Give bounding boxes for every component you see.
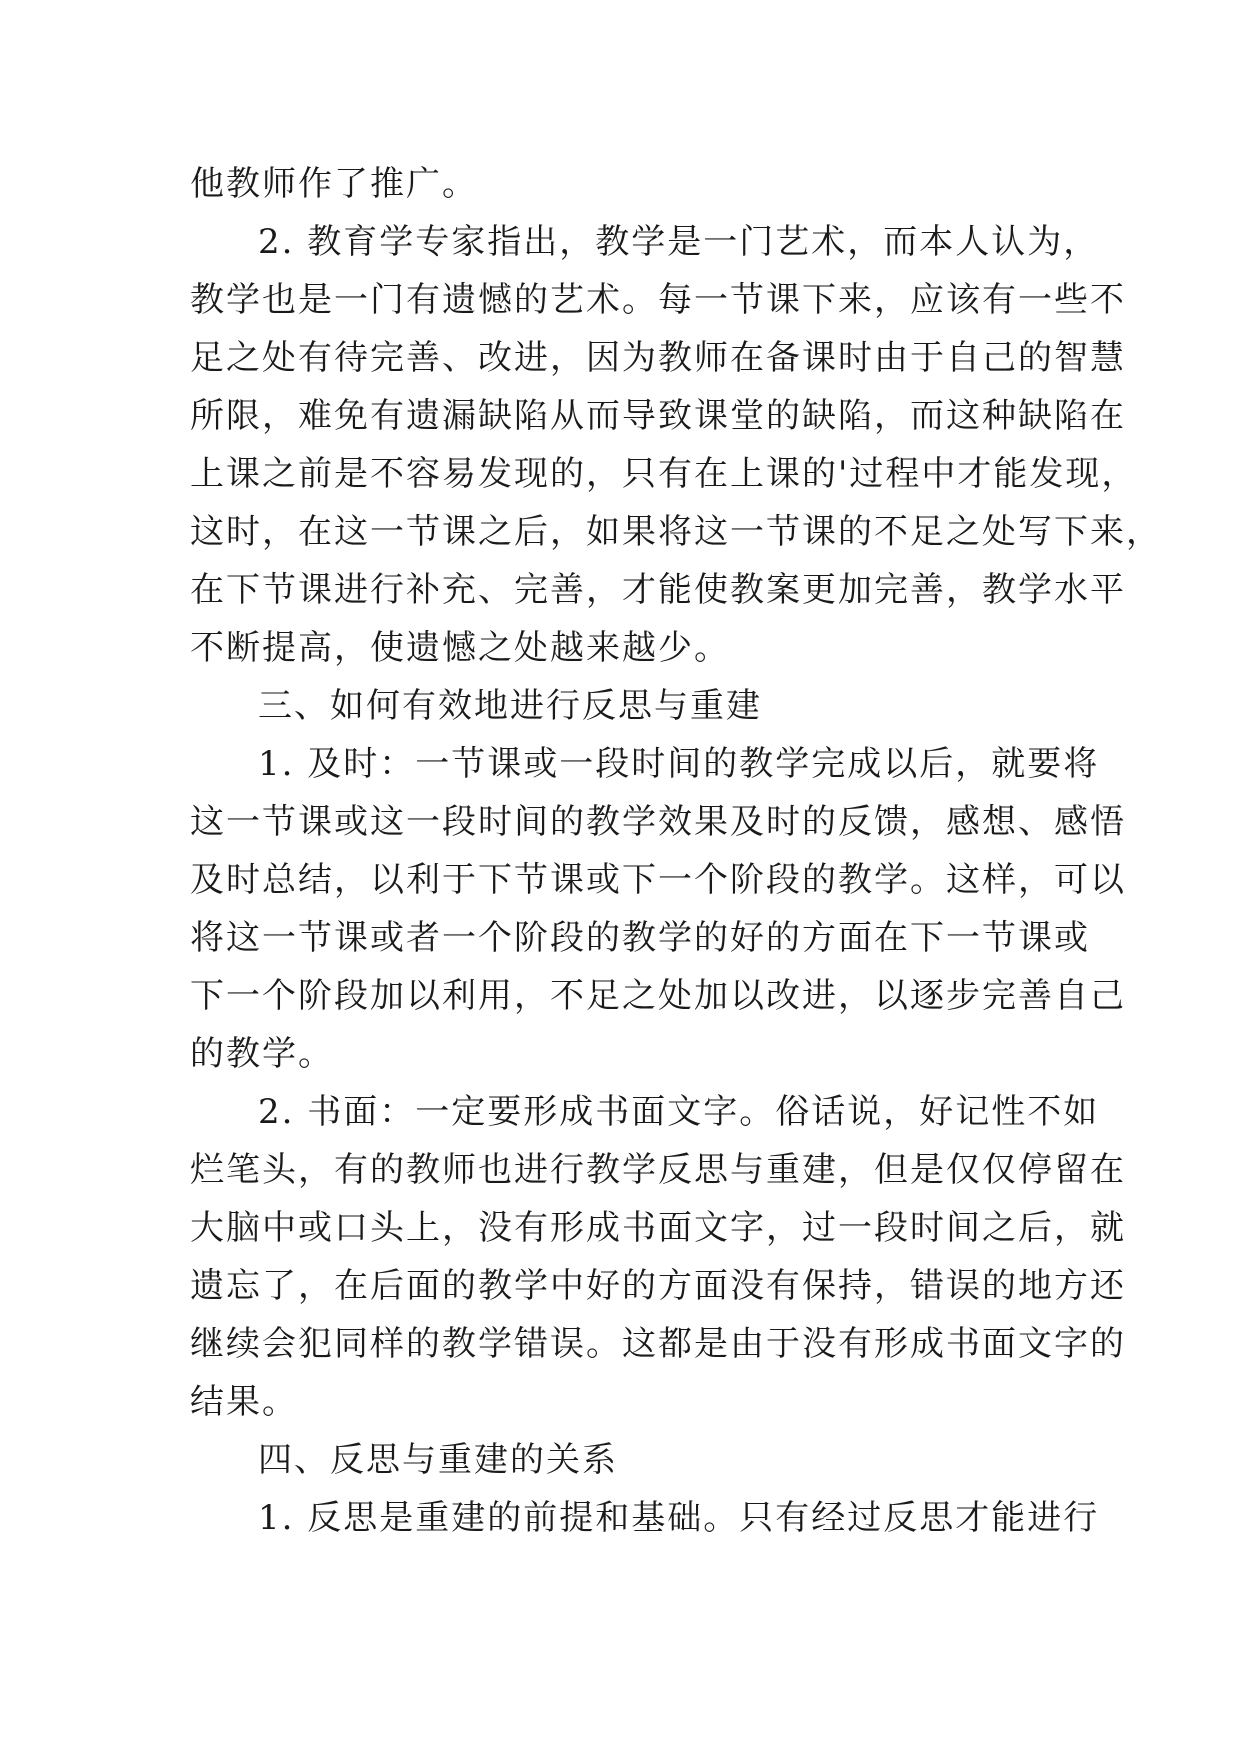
text-line: 这时，在这一节课之后，如果将这一节课的不足之处写下来， xyxy=(190,512,1162,552)
text-line: 遗忘了，在后面的教学中好的方面没有保持，错误的地方还 xyxy=(190,1266,1126,1306)
text-line: 他教师作了推广。 xyxy=(190,164,478,204)
text-line: 结果。 xyxy=(190,1382,298,1422)
text-line: 2. 书面：一定要形成书面文字。俗话说，好记性不如 xyxy=(258,1092,1100,1132)
text-line: 不断提高，使遗憾之处越来越少。 xyxy=(190,628,730,668)
text-line: 下一个阶段加以利用，不足之处加以改进，以逐步完善自己 xyxy=(190,976,1126,1016)
text-line: 1. 及时：一节课或一段时间的教学完成以后，就要将 xyxy=(258,744,1100,784)
text-line: 1. 反思是重建的前提和基础。只有经过反思才能进行 xyxy=(258,1498,1100,1538)
text-line: 上课之前是不容易发现的，只有在上课的'过程中才能发现， xyxy=(190,454,1138,494)
text-line: 的教学。 xyxy=(190,1034,334,1074)
text-line: 将这一节课或者一个阶段的教学的好的方面在下一节课或 xyxy=(190,918,1090,958)
section-heading: 三、如何有效地进行反思与重建 xyxy=(258,686,762,726)
text-line: 2. 教育学专家指出，教学是一门艺术，而本人认为， xyxy=(258,222,1100,262)
text-line: 在下节课进行补充、完善，才能使教案更加完善，教学水平 xyxy=(190,570,1126,610)
text-line: 继续会犯同样的教学错误。这都是由于没有形成书面文字的 xyxy=(190,1324,1126,1364)
text-line: 教学也是一门有遗憾的艺术。每一节课下来，应该有一些不 xyxy=(190,280,1126,320)
text-line: 足之处有待完善、改进，因为教师在备课时由于自己的智慧 xyxy=(190,338,1126,378)
text-line: 大脑中或口头上，没有形成书面文字，过一段时间之后，就 xyxy=(190,1208,1126,1248)
section-heading: 四、反思与重建的关系 xyxy=(258,1440,618,1480)
text-line: 烂笔头，有的教师也进行教学反思与重建，但是仅仅停留在 xyxy=(190,1150,1126,1190)
text-line: 及时总结，以利于下节课或下一个阶段的教学。这样，可以 xyxy=(190,860,1126,900)
text-line: 这一节课或这一段时间的教学效果及时的反馈，感想、感悟 xyxy=(190,802,1126,842)
text-line: 所限，难免有遗漏缺陷从而导致课堂的缺陷，而这种缺陷在 xyxy=(190,396,1126,436)
